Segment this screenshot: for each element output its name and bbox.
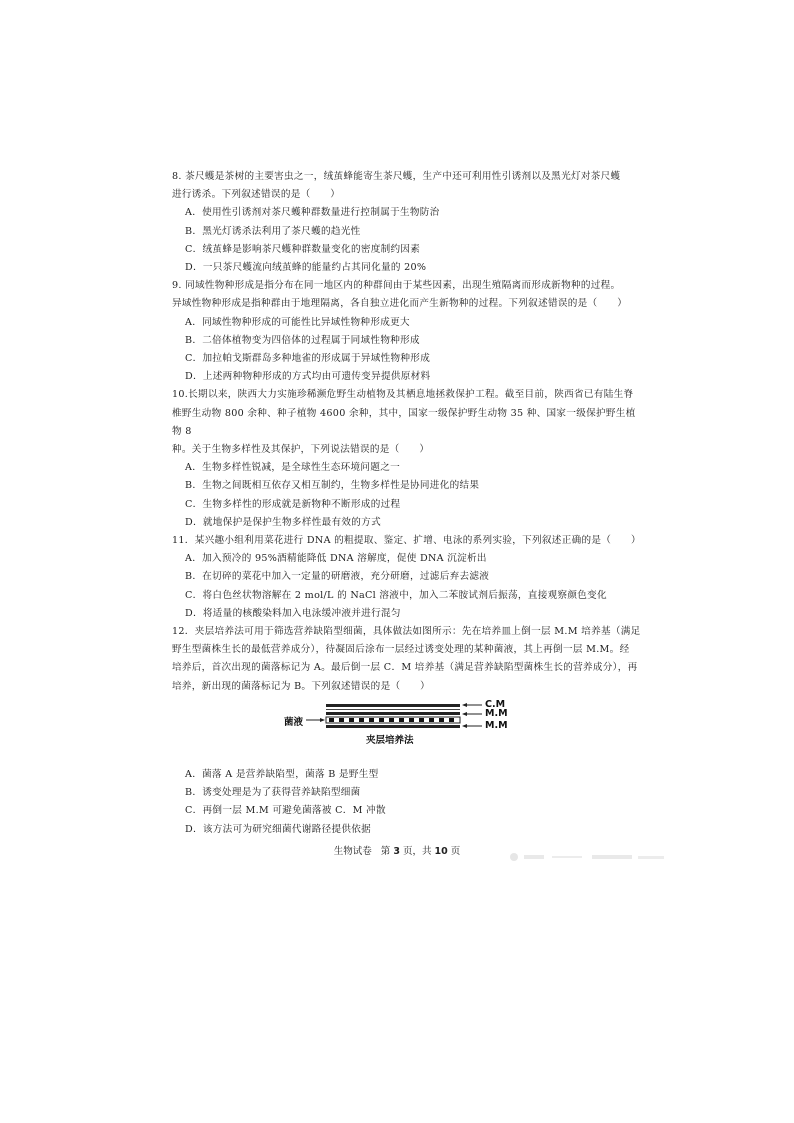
question-11 (172, 532, 642, 623)
q12-stem-line-2: 野生型菌株生长的最低营养成分），待凝固后涂布一层经过诱变处理的某种菌液，其上再倒一层 M.M。经 (172, 644, 630, 656)
q11-stem-line-1: 11．某兴趣小组利用菜花进行 DNA 的粗提取、鉴定、扩增、电泳的系列实验，下列叙述正确的是（ ） (172, 535, 641, 547)
q11-option-b: B．在切碎的菜花中加入一定量的研磨液，充分研磨，过滤后弃去滤液 (185, 571, 490, 583)
colony-mark (379, 718, 384, 722)
q10-option-a: A．生物多样性锐减，是全球性生态环境问题之一 (185, 462, 400, 474)
q9-option-c: C．加拉帕戈斯群岛多种地雀的形成属于异域性物种形成 (185, 353, 431, 365)
q8-option-b: B．黑光灯诱杀法利用了茶尺蠖的趋光性 (185, 225, 361, 237)
question-12 (172, 623, 642, 839)
colony-mark (339, 718, 344, 722)
q12-stem-line-4: 培养，新出现的菌落标记为 B。下列叙述错误的是（ ） (172, 680, 431, 692)
colony-mark (429, 718, 434, 722)
q8-option-a: A．使用性引诱剂对茶尺蠖种群数量进行控制属于生物防治 (185, 207, 440, 219)
colony-mark (389, 718, 394, 722)
q10-option-d: D．就地保护是保护生物多样性最有效的方式 (185, 516, 381, 528)
q9-option-a: A．同域性物种形成的可能性比异域性物种形成更大 (185, 316, 410, 328)
q11-option-d: D．将适量的核酸染料加入电泳缓冲液并进行混匀 (185, 607, 401, 619)
footer-page-suffix: 页 (450, 846, 461, 857)
footer-page-number: 3 (393, 846, 400, 857)
q10-option-b: B．生物之间既相互依存又相互制约，生物多样性是协同进化的结果 (185, 480, 480, 492)
page-footer (0, 843, 794, 857)
colony-mark (409, 718, 414, 722)
colony-mark (419, 718, 424, 722)
q12-option-a: A．菌落 A 是营养缺陷型，菌落 B 是野生型 (185, 768, 379, 780)
q10-option-c: C．生物多样性的形成就是新物种不断形成的过程 (185, 498, 401, 510)
cm-label: C.M (485, 698, 506, 710)
q12-stem-line-3: 培养后，首次出现的菌落标记为 A。最后倒一层 C．M 培养基（满足营养缺陷型菌株生长的营养成分），再 (172, 662, 638, 674)
q11-option-c: C．将白色丝状物溶解在 2 mol/L 的 NaCl 溶液中，加入二苯胺试剂后振荡，直接观察颜色变化 (185, 589, 607, 601)
q10-stem-line-3: 种。关于生物多样性及其保护，下列说法错误的是（ ） (172, 444, 430, 456)
q8-option-d: D．一只茶尺蠖流向绒茧蜂的能量约占其同化量的 20% (185, 262, 427, 274)
arrow-mm-lower-icon (462, 724, 467, 728)
arrow-inoculum-icon (320, 718, 325, 722)
scan-smudge (508, 852, 668, 862)
mm-upper-layer (326, 712, 460, 715)
question-9 (172, 277, 642, 386)
q10-stem-line-2: 椎野生动物 800 余种、种子植物 4600 余种，其中，国家一级保护野生动物 35 种、国家一级保护野生植物 8 (172, 407, 636, 437)
q12-option-b: B．诱变处理是为了获得营养缺陷型细菌 (185, 787, 361, 799)
q11-option-a: A．加入预冷的 95%酒精能降低 DNA 溶解度，促使 DNA 沉淀析出 (185, 553, 487, 565)
arrow-cm-icon (462, 703, 467, 707)
question-10 (172, 386, 642, 532)
q12-option-d: D．该方法可为研究细菌代谢路径提供依据 (185, 823, 372, 835)
q9-option-d: D．上述两种物种形成的方式均由可遗传变异提供原材料 (185, 371, 431, 383)
colony-mark (439, 718, 444, 722)
q9-stem-line-1: 9. 同域性物种形成是指分布在同一地区内的种群间由于某些因素，出现生殖隔离而形成新物种的过程。 (172, 280, 621, 292)
mm-lower-layer (326, 725, 460, 728)
colony-mark (349, 718, 354, 722)
colony-mark (369, 718, 374, 722)
inoculum-label: 菌液 (284, 716, 304, 728)
layer-culture-figure (284, 700, 584, 760)
q12-stem-line-1: 12．夹层培养法可用于筛选营养缺陷型细菌，具体做法如图所示：先在培养皿上倒一层 M.M 培养基（满足 (172, 626, 641, 638)
question-8 (172, 168, 642, 277)
q8-option-c: C．绒茧蜂是影响茶尺蠖种群数量变化的密度制约因素 (185, 243, 421, 255)
mm-lower-label: M.M (485, 719, 508, 731)
footer-total-pages: 10 (434, 846, 448, 857)
q12-option-c: C．再倒一层 M.M 可避免菌落被 C．M 冲散 (185, 805, 386, 817)
figure-caption: 夹层培养法 (366, 734, 414, 746)
layer-diagram (284, 700, 584, 760)
colony-mark (399, 718, 404, 722)
footer-subject: 生物试卷 (333, 846, 372, 857)
q8-stem-line-2: 进行诱杀。下列叙述错误的是（ ） (172, 189, 341, 201)
mm-upper-label: M.M (485, 707, 508, 719)
colony-mark (329, 718, 334, 722)
footer-page-prefix: 第 (380, 846, 391, 857)
q8-stem-line-1: 8. 茶尺蠖是茶树的主要害虫之一，绒茧蜂能寄生茶尺蠖，生产中还可利用性引诱剂以及黑光灯对茶尺蠖 (172, 171, 621, 182)
questions-area (172, 168, 642, 839)
q9-option-b: B．二倍体植物变为四倍体的过程属于同域性物种形成 (185, 334, 420, 346)
footer-page-mid: 页，共 (402, 846, 432, 857)
arrow-mm-upper-icon (462, 712, 467, 716)
q10-stem-line-1: 10.长期以来，陕西大力实施珍稀濒危野生动植物及其栖息地拯救保护工程。截至目前，陕西省已有陆生脊 (172, 389, 634, 401)
colony-mark (449, 718, 454, 722)
colony-mark (359, 718, 364, 722)
q9-stem-line-2: 异域性物种形成是指种群由于地理隔离，各自独立进化而产生新物种的过程。下列叙述错误的是（ ） (172, 298, 628, 310)
cm-layer (326, 704, 460, 707)
